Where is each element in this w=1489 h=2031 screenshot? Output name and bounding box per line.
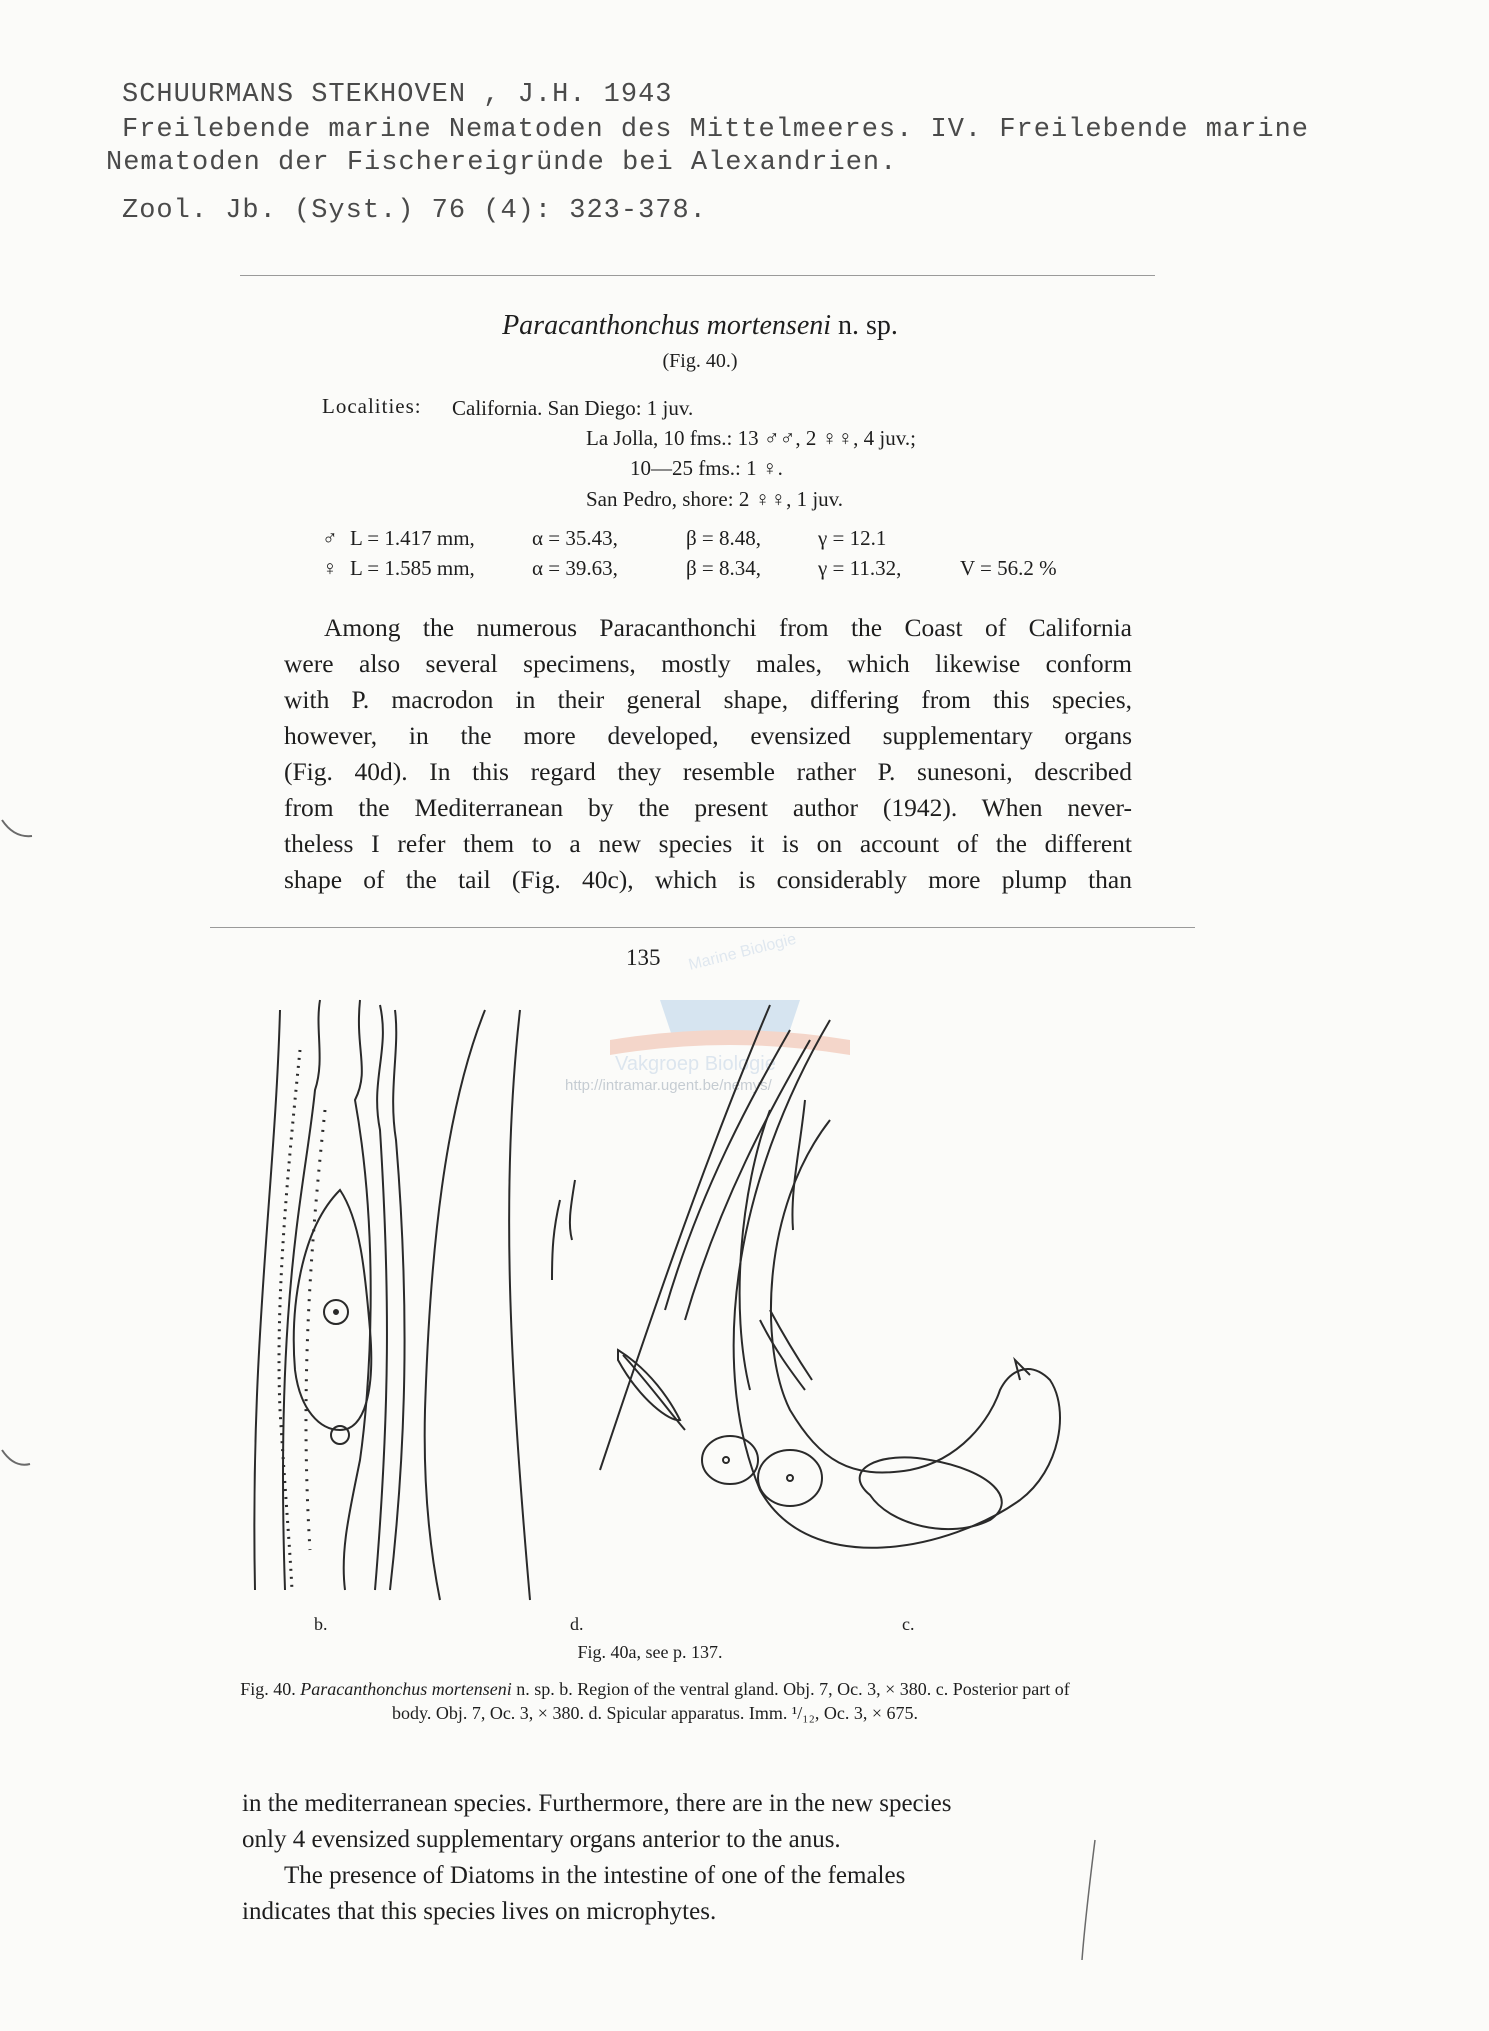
locality-line-1: California. San Diego: 1 juv.	[452, 396, 694, 420]
paragraph-2-line-1: in the mediterranean species. Furthermore, there are in the new species	[242, 1790, 952, 1817]
female-alpha: α = 39.63,	[532, 556, 618, 580]
paragraph-1-line: Among the numerous Paracanthonchi from the Coast of California	[324, 613, 1132, 642]
male-beta: β = 8.48,	[686, 526, 762, 550]
paragraph-2-line-3: The presence of Diatoms in the intestine of one of the females	[284, 1862, 906, 1889]
reference-title-line-2: Nematoden der Fischereigründe bei Alexandrien.	[106, 148, 898, 178]
male-alpha: α = 35.43,	[532, 526, 618, 550]
locality-line-2: La Jolla, 10 fms.: 13 ♂♂, 2 ♀♀, 4 juv.;	[586, 426, 916, 450]
female-length: L = 1.585 mm,	[350, 556, 475, 580]
paragraph-1-line: however, in the more developed, evensized supplementary organs	[284, 721, 1132, 750]
localities-label: Localities:	[322, 394, 422, 418]
watermark-text-1: Marine Biologie	[686, 930, 798, 974]
figure-reference: (Fig. 40.)	[662, 350, 738, 372]
paragraph-1-line: were also several specimens, mostly males, which likewise conform	[284, 649, 1132, 678]
figure-label-d: d.	[570, 1614, 584, 1634]
paragraph-2-line-2: only 4 evensized supplementary organs anterior to the anus.	[242, 1826, 841, 1853]
male-symbol: ♂	[322, 526, 338, 550]
figure-label-c: c.	[902, 1614, 915, 1634]
paragraph-1-line: theless I refer them to a new species it is on account of the different	[284, 829, 1132, 858]
locality-line-3: 10—25 fms.: 1 ♀.	[630, 456, 783, 480]
figure-see-note: Fig. 40a, see p. 137.	[577, 1642, 723, 1662]
male-length: L = 1.417 mm,	[350, 526, 475, 550]
locality-line-4: San Pedro, shore: 2 ♀♀, 1 juv.	[586, 487, 844, 511]
reference-author-line: SCHUURMANS STEKHOVEN , J.H. 1943	[122, 80, 673, 110]
reference-journal: Zool. Jb. (Syst.) 76 (4): 323-378.	[122, 196, 707, 226]
female-vulva: V = 56.2 %	[960, 556, 1057, 580]
reference-title-line-1: Freilebende marine Nematoden des Mittelmeeres. IV. Freilebende marine	[122, 115, 1309, 145]
watermark-url: http://intramar.ugent.be/nemys/	[565, 1077, 772, 1094]
paragraph-1-line: with P. macrodon in their general shape, differing from this species,	[284, 685, 1132, 714]
paragraph-1-line: shape of the tail (Fig. 40c), which is considerably more plump than	[284, 865, 1132, 894]
caption-prefix: Fig. 40.	[240, 1679, 296, 1699]
female-gamma: γ = 11.32,	[818, 556, 902, 580]
caption-rest: n. sp. b. Region of the ventral gland. Obj. 7, Oc. 3, × 380. c. Posterior part of body. Obj. 7, Oc. 3, × 380. d. Spicular apparatus. Imm. ¹/₁₂, Oc. 3, × 675.	[391, 1679, 1070, 1723]
figure-label-b: b.	[314, 1614, 328, 1634]
page-number: 135	[626, 945, 661, 970]
male-gamma: γ = 12.1	[818, 526, 887, 550]
paragraph-1-line: (Fig. 40d). In this regard they resemble rather P. sunesoni, described	[284, 757, 1132, 786]
species-name: Paracanthonchus mortenseni	[502, 310, 832, 341]
paragraph-2-line-4: indicates that this species lives on microphytes.	[242, 1898, 717, 1925]
female-symbol: ♀	[322, 556, 338, 580]
watermark-text-2: Vakgroep Biologie	[615, 1053, 776, 1075]
caption-species: Paracanthonchus mortenseni	[300, 1679, 512, 1699]
species-suffix: n. sp.	[838, 310, 898, 341]
female-beta: β = 8.34,	[686, 556, 762, 580]
paragraph-1-line: from the Mediterranean by the present author (1942). When never-	[284, 793, 1132, 822]
